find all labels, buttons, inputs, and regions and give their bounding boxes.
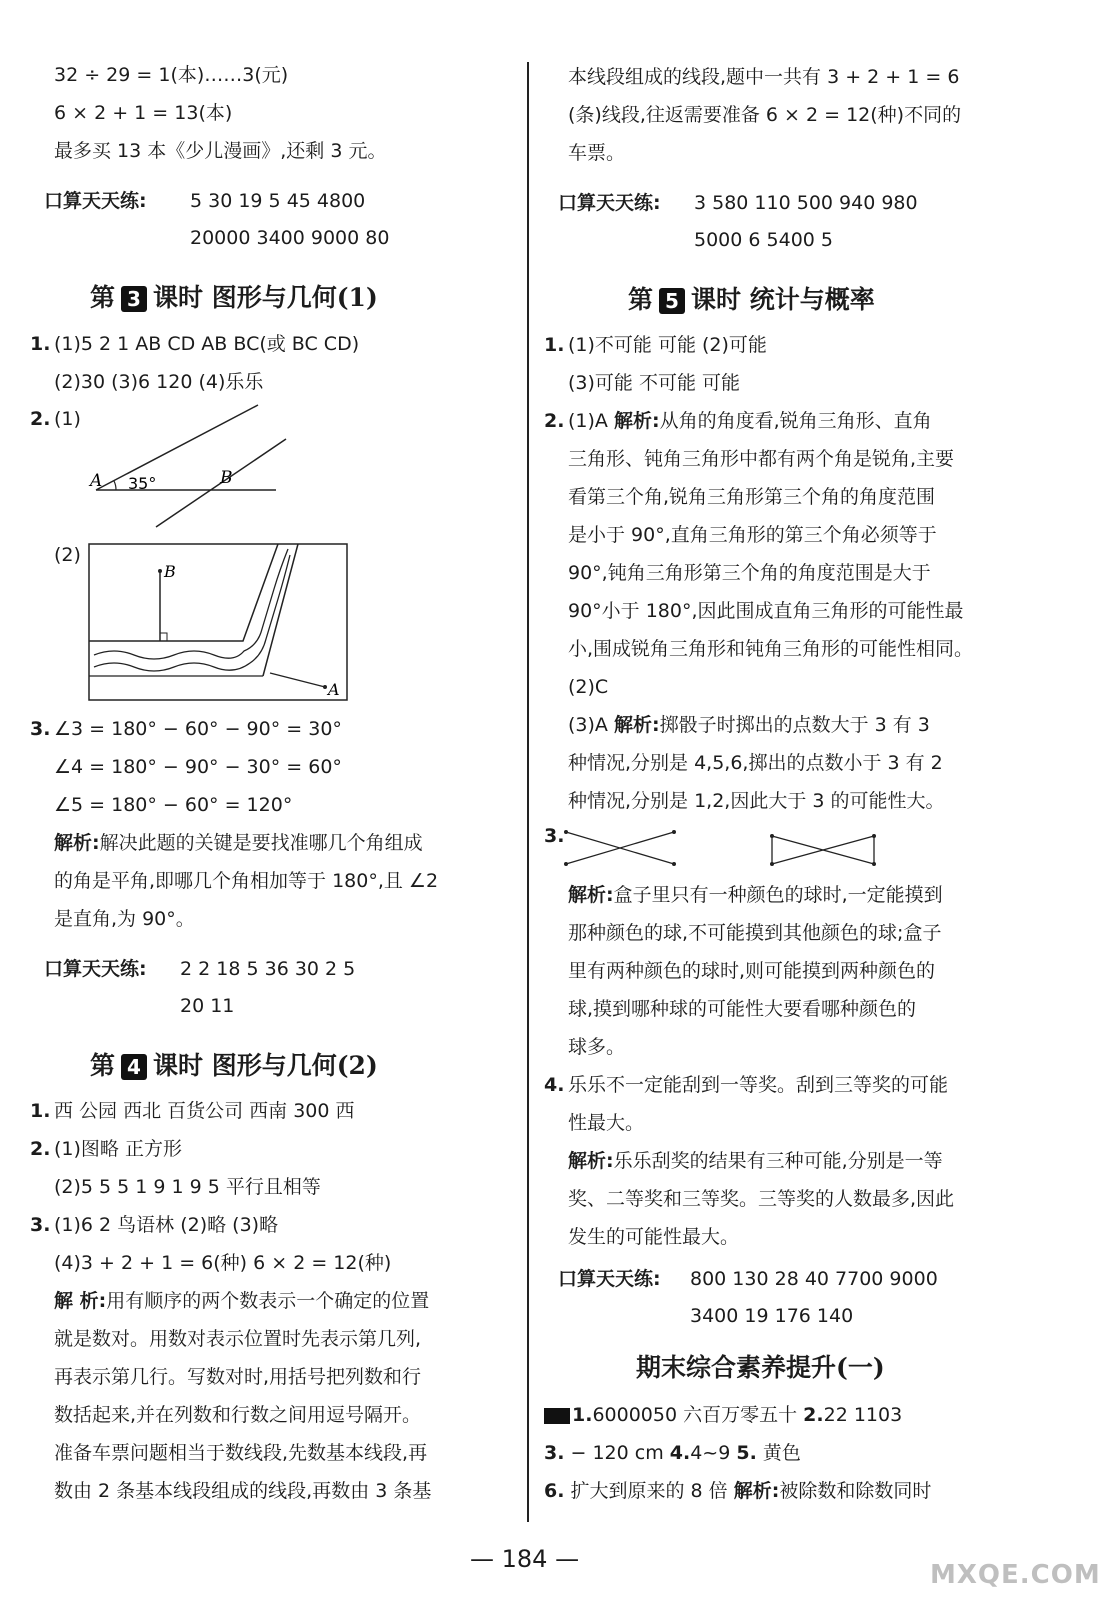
point-label-b: B (164, 562, 176, 581)
explanation-line: 再表示第几行。写数对时,用括号把列数和行 (54, 1366, 422, 1388)
oral-practice-answers: 20 11 (180, 995, 235, 1017)
explanation-line: 看第三个角,锐角三角形第三个角的角度范围 (568, 486, 936, 508)
page-number: — 184 — (470, 1545, 580, 1573)
oral-practice-answers: 5000 6 5400 5 (694, 229, 834, 251)
explanation-line: 小,围成锐角三角形和钝角三角形的可能性相同。 (568, 638, 974, 660)
answer-line: ∠3 = 180° − 60° − 90° = 30° (54, 718, 342, 740)
lesson-title: 课时 图形与几何(1) (153, 283, 378, 312)
explanation-line: 种情况,分别是 1,2,因此大于 3 的可能性大。 (568, 790, 945, 812)
answer-line: (4)3 + 2 + 1 = 6(种) 6 × 2 = 12(种) (54, 1252, 392, 1274)
explanation-label: 解析: (568, 884, 614, 906)
explanation-label: 解析: (613, 714, 660, 736)
answer-line: (2)5 5 5 1 9 1 9 5 平行且相等 (54, 1176, 321, 1198)
point-label-a: A (328, 680, 340, 699)
lesson-prefix: 第 (90, 283, 116, 312)
explanation-label: 解析: (54, 832, 100, 854)
text-line: 6 × 2 + 1 = 13(本) (54, 102, 233, 124)
answer-line: ∠4 = 180° − 90° − 30° = 60° (54, 756, 342, 778)
explanation-line: 就是数对。用数对表示位置时先表示第几列, (54, 1328, 422, 1350)
final-review-heading: 期末综合素养提升(一) (636, 1353, 885, 1382)
explanation-line: 三角形、钝角三角形中都有两个角是锐角,主要 (568, 448, 955, 470)
lesson-number-badge: 4 (121, 1054, 147, 1080)
question-number: 3. (30, 1214, 51, 1236)
answer-line: (1)不可能 可能 (2)可能 (568, 334, 767, 356)
point-label-a: A (90, 471, 103, 491)
point-label-b: B (220, 468, 233, 488)
lesson-prefix: 第 (90, 1051, 116, 1080)
answer-line: (2) (54, 544, 81, 566)
watermark: MXQE.COM (930, 1560, 1101, 1590)
question-number: 4. (544, 1074, 565, 1096)
lesson-prefix: 第 (628, 285, 654, 314)
explanation-line: (3)A 解析:掷骰子时掷出的点数大于 3 有 3 (568, 714, 930, 736)
lesson-number-badge: 5 (659, 288, 685, 314)
answer-line: (1)6 2 鸟语林 (2)略 (3)略 (54, 1214, 279, 1236)
oral-practice-answers: 5 30 19 5 45 4800 (190, 190, 366, 212)
question-number: 2. (544, 410, 565, 432)
lesson-title: 课时 图形与几何(2) (153, 1051, 378, 1080)
column-divider (527, 62, 529, 1522)
lesson-4-heading (90, 1049, 378, 1083)
explanation-line: 解 析:用有顺序的两个数表示一个确定的位置 (54, 1290, 430, 1312)
oral-practice-label: 口算天天练: (558, 192, 661, 214)
answer-line: (1) (54, 408, 81, 430)
oral-practice-answers: 800 130 28 40 7700 9000 (690, 1268, 938, 1290)
text-line: 本线段组成的线段,题中一共有 3 + 2 + 1 = 6 (568, 66, 960, 88)
angle-figure (86, 405, 286, 530)
angle-label: 35° (128, 474, 157, 493)
answer-line: 1.6000050 六百万零五十 2.22 1103 (544, 1401, 902, 1429)
answer-line: (3)可能 不可能 可能 (568, 372, 740, 394)
text-line: 32 ÷ 29 = 1(本)……3(元) (54, 64, 289, 86)
answer-line: (1)5 2 1 AB CD AB BC(或 BC CD) (54, 333, 360, 355)
oral-practice-answers: 3 580 110 500 940 980 (694, 192, 918, 214)
answer-line: (1)图略 正方形 (54, 1138, 182, 1160)
answer-line: 3. − 120 cm 4.4~9 5. 黄色 (544, 1442, 801, 1464)
explanation-label: 解析: (568, 1150, 614, 1172)
explanation-line: 球,摸到哪种球的可能性大要看哪种颜色的 (568, 998, 917, 1020)
explanation-line: 90°小于 180°,因此围成直角三角形的可能性最 (568, 600, 964, 622)
answer-line: 乐乐不一定能刮到一等奖。刮到三等奖的可能 (568, 1074, 949, 1096)
section-one-marker (544, 1408, 570, 1424)
explanation-label: 解析: (613, 410, 660, 432)
lesson-5-heading (628, 283, 875, 317)
lesson-3-heading (90, 281, 378, 315)
explanation-line: 发生的可能性最大。 (568, 1226, 740, 1248)
explanation-line: 90°,钝角三角形第三个角的角度范围是大于 (568, 562, 931, 584)
answer-line: 性最大。 (568, 1112, 645, 1134)
answer-line: 6. 扩大到原来的 8 倍 解析:被除数和除数同时 (544, 1480, 932, 1502)
explanation-line: 解析:盒子里只有一种颜色的球时,一定能摸到 (568, 884, 943, 906)
question-number: 2. (30, 1138, 51, 1160)
oral-practice-label: 口算天天练: (558, 1268, 661, 1290)
question-number: 1. (544, 334, 565, 356)
explanation-line: (1)A 解析:从角的角度看,锐角三角形、直角 (568, 410, 932, 432)
explanation-line: 数括起来,并在列数和行数之间用逗号隔开。 (54, 1404, 422, 1426)
explanation-line: 种情况,分别是 4,5,6,掷出的点数小于 3 有 2 (568, 752, 943, 774)
crossing-lines-figure (564, 826, 884, 870)
oral-practice-answers: 3400 19 176 140 (690, 1305, 854, 1327)
question-number: 3. (544, 825, 565, 847)
text-line: 最多买 13 本《少儿漫画》,还剩 3 元。 (54, 140, 387, 162)
explanation-line: 里有两种颜色的球时,则可能摸到两种颜色的 (568, 960, 936, 982)
text-line: (条)线段,往返需要准备 6 × 2 = 12(种)不同的 (568, 104, 962, 126)
explanation-line: 数由 2 条基本线段组成的线段,再数由 3 条基 (54, 1480, 432, 1502)
explanation-line: 是小于 90°,直角三角形的第三个角必须等于 (568, 524, 937, 546)
explanation-line: 解析:解决此题的关键是要找准哪几个角组成 (54, 832, 423, 854)
oral-practice-answers: 20000 3400 9000 80 (190, 227, 390, 249)
explanation-label: 解析: (733, 1480, 780, 1502)
lesson-title: 课时 统计与概率 (691, 285, 875, 314)
explanation-label: 解 析: (54, 1290, 107, 1312)
question-number: 3. (30, 718, 51, 740)
answer-line: (2)C (568, 676, 609, 698)
text-line: 车票。 (568, 142, 626, 164)
oral-practice-label: 口算天天练: (44, 958, 147, 980)
river-figure (88, 543, 350, 703)
answer-line: ∠5 = 180° − 60° = 120° (54, 794, 293, 816)
explanation-line: 球多。 (568, 1036, 626, 1058)
explanation-line: 的角是平角,即哪几个角相加等于 180°,且 ∠2 (54, 870, 439, 892)
explanation-line: 奖、二等奖和三等奖。三等奖的人数最多,因此 (568, 1188, 955, 1210)
answer-line: (2)30 (3)6 120 (4)乐乐 (54, 371, 264, 393)
explanation-line: 那种颜色的球,不可能摸到其他颜色的球;盒子 (568, 922, 942, 944)
answer-line: 西 公园 西北 百货公司 西南 300 西 (54, 1100, 355, 1122)
question-number: 1. (30, 333, 51, 355)
oral-practice-label: 口算天天练: (44, 190, 147, 212)
explanation-line: 解析:乐乐刮奖的结果有三种可能,分别是一等 (568, 1150, 943, 1172)
oral-practice-answers: 2 2 18 5 36 30 2 5 (180, 958, 356, 980)
explanation-line: 准备车票问题相当于数线段,先数基本线段,再 (54, 1442, 428, 1464)
explanation-line: 是直角,为 90°。 (54, 908, 195, 930)
lesson-number-badge: 3 (121, 286, 147, 312)
question-number: 2. (30, 408, 51, 430)
question-number: 1. (30, 1100, 51, 1122)
